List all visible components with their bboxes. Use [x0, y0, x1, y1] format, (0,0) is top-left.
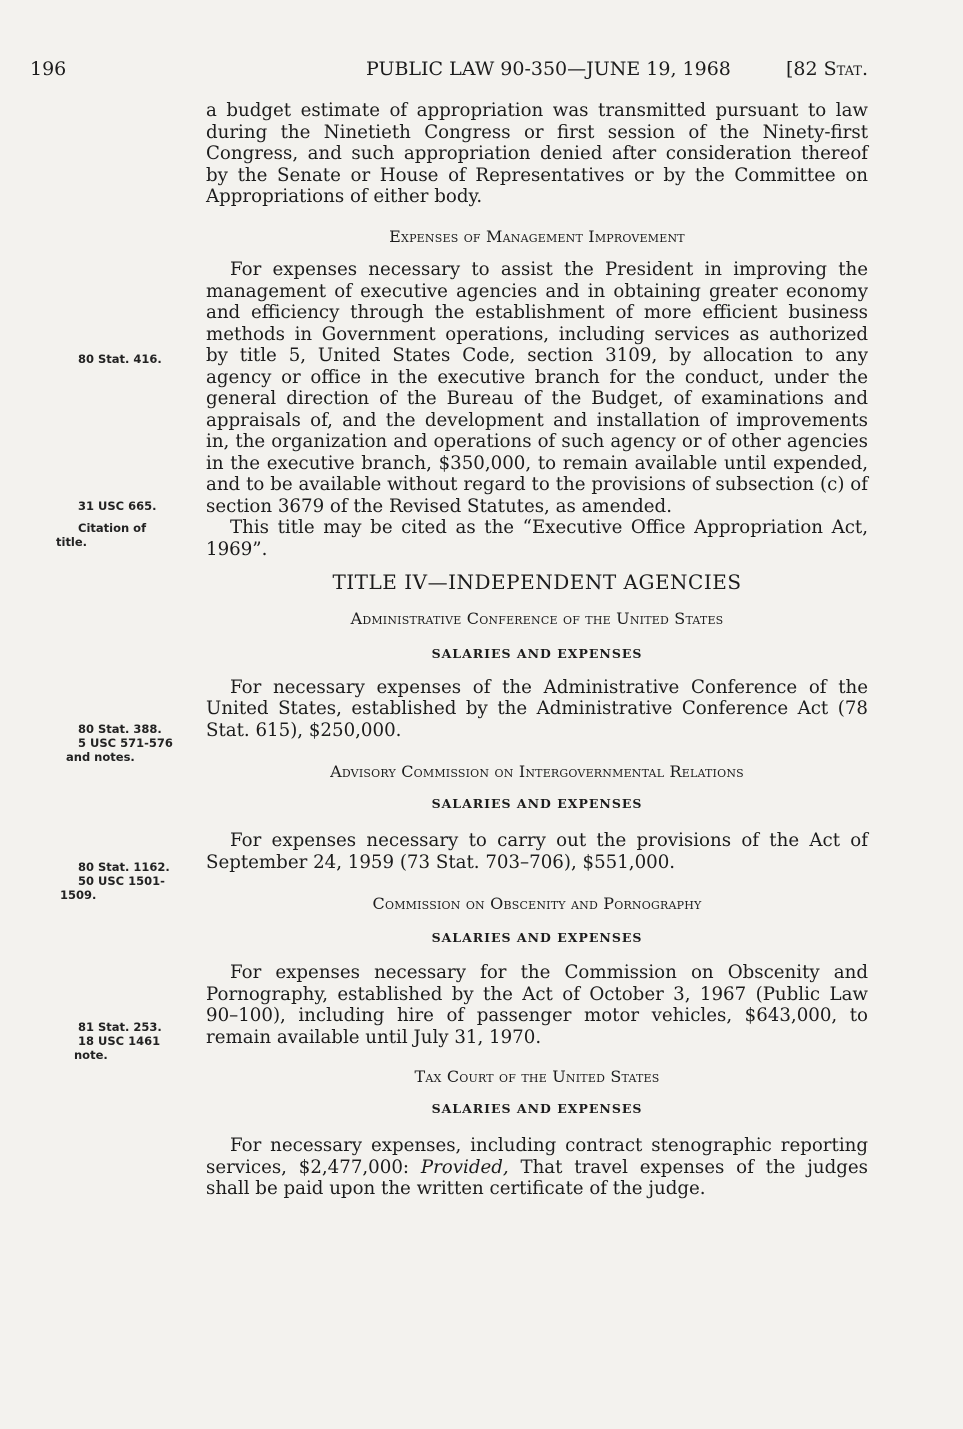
title-heading: TITLE IV—INDEPENDENT AGENCIES	[332, 570, 742, 594]
paragraph: For expenses necessary to assist the President in improving the management of executive agencies and in obtaining greater economy and efficiency through the establishment of more efficient business methods in Government operations, including services as authorized by title 5, United States Code, section 3109, by allocation to any agency or office in the executive branch for the conduct, under the general direction of the Bureau of the Budget, of examinations and appraisals of, and the development and installation of improvements in, the organization and operations of such agency or of other agencies in the executive branch, $350,000, to remain available until expended, and to be available without regard to the provisions of subsection (c) of section 3679 of the Revised Statutes, as amended.	[206, 259, 868, 517]
body-text	[206, 100, 868, 1200]
subheading: SALARIES AND EXPENSES	[431, 795, 643, 811]
section-heading: Tax Court of the United States	[414, 1067, 660, 1086]
margin-note: 80 Stat. 388.	[78, 722, 162, 736]
section-heading: Administrative Conference of the United States	[350, 608, 724, 628]
paragraph-text: For necessary expenses, including contract stenographic reporting services, $2,477,000:	[206, 1135, 868, 1178]
paragraph: This title may be cited as the “Executive Office Appropriation Act, 1969”.	[206, 517, 868, 560]
section-heading: Commission on Obscenity and Pornography	[372, 894, 702, 913]
paragraph-text: That travel expenses of the judges shall be paid upon the written certificate of the judge.	[206, 1156, 868, 1199]
paragraph: For expenses necessary to carry out the provisions of the Act of September 24, 1959 (73 Stat. 703–706), $551,000.	[206, 830, 868, 873]
paragraph: For necessary expenses of the Administrative Conference of the United States, established by the Administrative Conference Act (78 Stat. 615), $250,000.	[206, 676, 868, 741]
stat-reference: [82 Stat.	[786, 58, 868, 80]
margin-note: 1509.	[60, 888, 97, 902]
margin-note: and notes.	[66, 750, 135, 764]
margin-note: 5 USC 571-576	[78, 736, 173, 750]
page-header-title: PUBLIC LAW 90-350—JUNE 19, 1968	[366, 58, 731, 80]
margin-note: note.	[74, 1048, 108, 1062]
margin-note: 31 USC 665.	[78, 499, 157, 513]
margin-note: 50 USC 1501-	[78, 874, 165, 888]
paragraph	[206, 1135, 868, 1200]
subheading: SALARIES AND EXPENSES	[431, 646, 643, 661]
proviso: Provided,	[420, 1156, 509, 1178]
section-heading: Expenses of Management Improvement	[389, 226, 685, 246]
subheading: SALARIES AND EXPENSES	[431, 1100, 643, 1116]
margin-note: 80 Stat. 1162.	[78, 860, 170, 874]
margin-note: title.	[56, 535, 88, 549]
margin-note: 80 Stat. 416.	[78, 352, 162, 366]
margin-note: Citation of	[78, 521, 147, 535]
subheading: SALARIES AND EXPENSES	[431, 929, 643, 945]
margin-note: 81 Stat. 253.	[78, 1020, 162, 1034]
section-heading: Advisory Commission on Intergovernmental Relations	[330, 762, 744, 781]
page-number: 196	[30, 58, 67, 80]
intro-paragraph: a budget estimate of appropriation was transmitted pursuant to law during the Ninetieth Congress or first session of the Ninety-first Congress, and such appropriation denied after consideration thereof by the Senate or House of Representatives or by the Committee on Appropriations of either body.	[206, 100, 868, 207]
margin-note: 18 USC 1461	[78, 1034, 161, 1048]
paragraph: For expenses necessary for the Commission on Obscenity and Pornography, established by the Act of October 3, 1967 (Public Law 90–100), including hire of passenger motor vehicles, $643,000, to remain available until July 31, 1970.	[206, 962, 868, 1048]
